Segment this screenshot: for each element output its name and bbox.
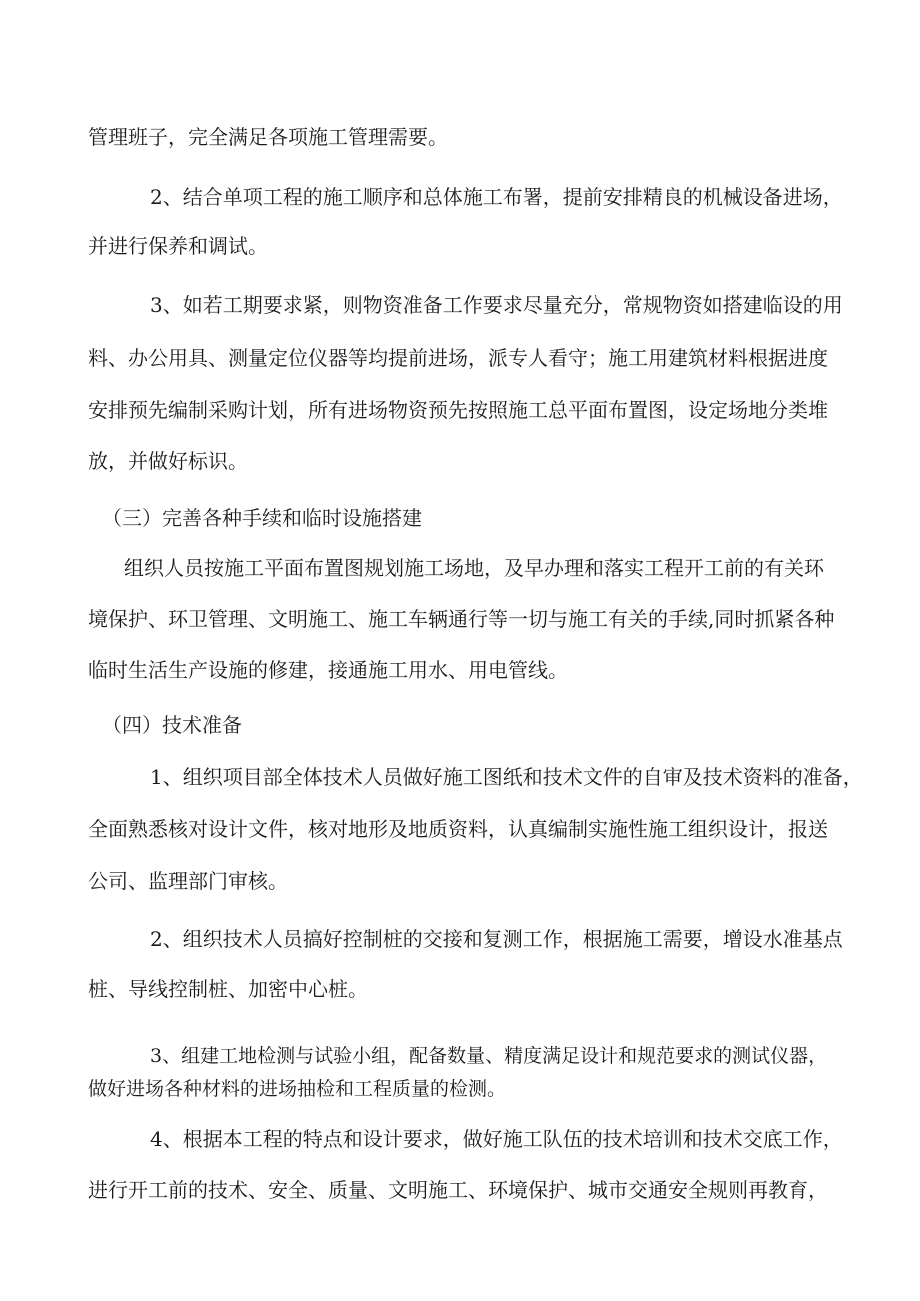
text-line: 1、组织项目部全体技术人员做好施工图纸和技术文件的自审及技术资料的准备， xyxy=(150,765,863,789)
text-line: 料、办公用具、测量定位仪器等均提前进场，派专人看守；施工用建筑材料根据进度 xyxy=(88,346,828,370)
text-line: 并进行保养和调试。 xyxy=(88,234,268,258)
text-line: 3、组建工地检测与试验小组，配备数量、精度满足设计和规范要求的测试仪器， xyxy=(150,1045,828,1067)
text-line: 桩、导线控制桩、加密中心桩。 xyxy=(88,977,368,1001)
text-line: 做好进场各种材料的进场抽检和工程质量的检测。 xyxy=(88,1078,507,1100)
text-line: 公司、监理部门审核。 xyxy=(88,869,288,893)
text-line: 放，并做好标识。 xyxy=(88,449,248,473)
text-line: 境保护、环卫管理、文明施工、施工车辆通行等一切与施工有关的手续,同时抓紧各种 xyxy=(88,607,835,631)
text-line: 安排预先编制采购计划，所有进场物资预先按照施工总平面布置图，设定场地分类堆 xyxy=(88,398,828,422)
text-line: 临时生活生产设施的修建，接通施工用水、用电管线。 xyxy=(88,658,568,682)
text-line: 组织人员按施工平面布置图规划施工场地，及早办理和落实工程开工前的有关环 xyxy=(124,556,824,580)
text-line: 管理班子，完全满足各项施工管理需要。 xyxy=(88,125,448,149)
section-heading: （四）技术准备 xyxy=(102,713,242,737)
text-line: 4、根据本工程的特点和设计要求，做好施工队伍的技术培训和技术交底工作， xyxy=(150,1127,843,1151)
text-line: 2、组织技术人员搞好控制桩的交接和复测工作，根据施工需要，增设水准基点 xyxy=(150,927,843,951)
section-heading: （三）完善各种手续和临时设施搭建 xyxy=(102,506,422,530)
text-line: 3、如若工期要求紧，则物资准备工作要求尽量充分，常规物资如搭建临设的用 xyxy=(150,293,843,317)
text-line: 进行开工前的技术、安全、质量、文明施工、环境保护、城市交通安全规则再教育， xyxy=(88,1178,828,1202)
text-line: 全面熟悉核对设计文件，核对地形及地质资料，认真编制实施性施工组织设计，报送 xyxy=(88,817,828,841)
text-line: 2、结合单项工程的施工顺序和总体施工布署，提前安排精良的机械设备进场， xyxy=(150,185,843,209)
